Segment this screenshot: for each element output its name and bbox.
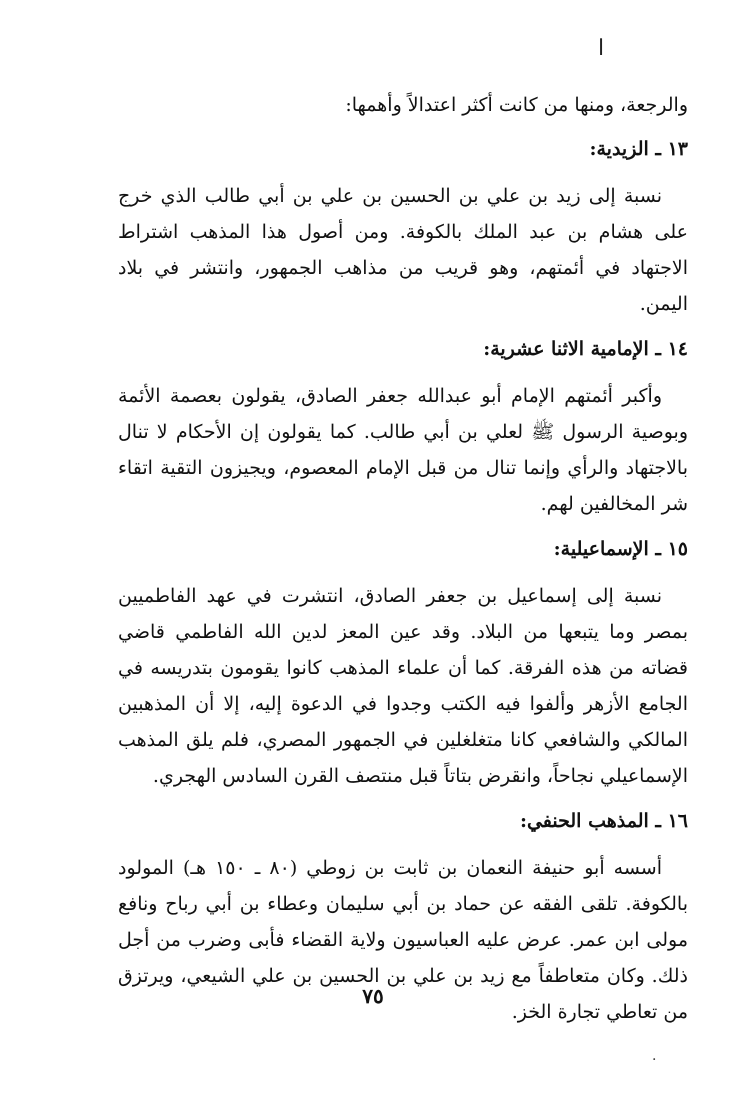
section-heading: ١٤ ـ الإمامية الاثنا عشرية: [483,338,688,360]
section-ismailiyya [118,534,688,794]
section-paragraph: وأكبر أئمتهم الإمام أبو عبدالله جعفر الصادق، يقولون بعصمة الأئمة وبوصية الرسول ﷺ لعلي بن أبي طالب. كما يقولون إن الأحكام لا تنال بالاجتهاد والرأي وإنما تنال من قبل الإمام المعصوم، ويجيزون التقية اتقاء شر المخالفين لهم. [118,385,688,515]
section-zaydiyya [118,134,688,322]
section-paragraph: نسبة إلى زيد بن علي بن الحسين بن علي بن أبي طالب الذي خرج على هشام بن عبد الملك بالكوفة. ومن أصول هذا المذهب اشتراط الاجتهاد في أئمتهم، وهو قريب من مذاهب الجمهور، وانتشر في بلاد اليمن. [118,185,688,315]
bottom-margin-mark: · [652,1052,657,1068]
top-margin-mark: ا [598,36,605,61]
section-paragraph: نسبة إلى إسماعيل بن جعفر الصادق، انتشرت في عهد الفاطميين بمصر وما يتبعها من البلاد. وقد عين المعز لدين الله الفاطمي قاضي قضاته من هذه الفرقة. كما أن علماء المذهب كانوا يقومون بتدريسه في الجامع الأزهر وألفوا فيه الكتب وجدوا في الدعوة إليه، إلا أن المذهبين المالكي والشافعي كانا متغلغلين في الجمهور المصري، فلم يلق المذهب الإسماعيلي نجاحاً، وانقرض بتاتاً قبل منتصف القرن السادس الهجري. [118,585,688,787]
section-imamiyya [118,334,688,522]
section-heading: ١٥ ـ الإسماعيلية: [553,538,688,560]
section-heading: ١٦ ـ المذهب الحنفي: [519,810,688,832]
section-heading: ١٣ ـ الزيدية: [589,138,688,160]
section-paragraph: أسسه أبو حنيفة النعمان بن ثابت بن زوطي (٨٠ ـ ١٥٠ هـ) المولود بالكوفة. تلقى الفقه عن حماد بن أبي سليمان وعطاء بن أبي رباح ونافع مولى ابن عمر. عرض عليه العباسيون ولاية القضاء فأبى وضرب من أجل ذلك. وكان متعاطفاً مع زيد بن علي بن الحسين بن علي الشيعي، ويرتزق من تعاطي تجارة الخز. [118,857,688,1023]
page-number: ٧٥ [362,984,384,1008]
page-content [118,88,688,1038]
intro-line: والرجعة، ومنها من كانت أكثر اعتدالاً وأهمها: [345,94,688,116]
